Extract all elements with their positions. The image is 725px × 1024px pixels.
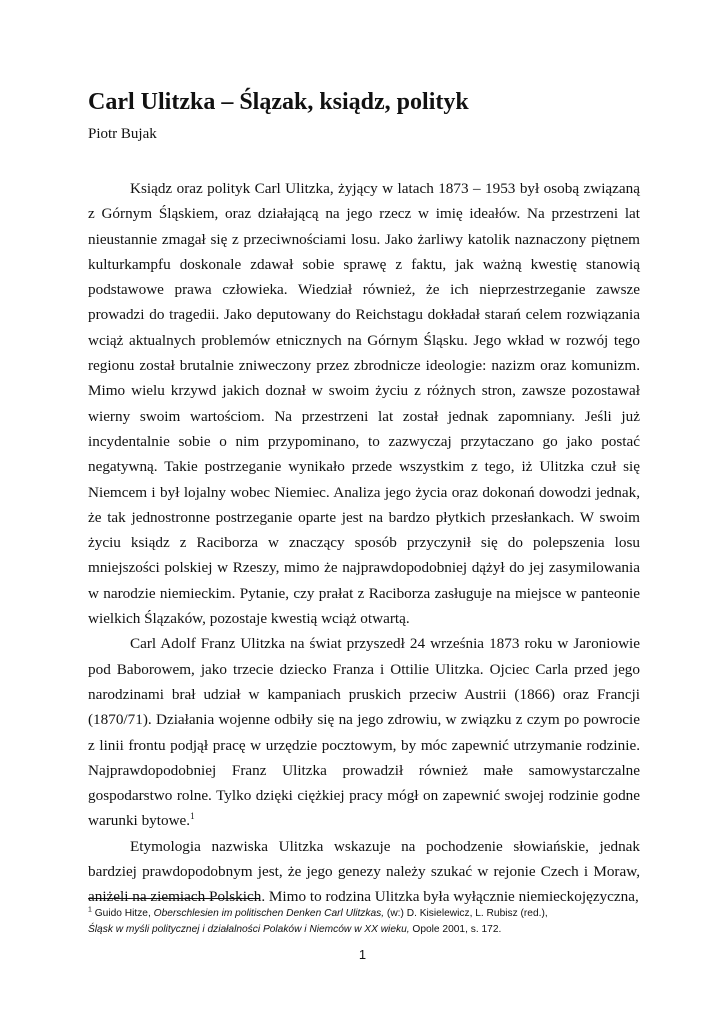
footnote-mid: (w:) D. Kisielewicz, L. Rubisz (red.), bbox=[384, 908, 548, 919]
footnote-reference[interactable]: 1 bbox=[190, 811, 195, 822]
paragraph-2-text: Carl Adolf Franz Ulitzka na świat przyszedł 24 września 1873 roku w Jaroniowie pod Baborowem, jako trzecie dziecko Franza i Ottilie Ulitzka. Ojciec Carla przed jego narodzinami brał udział w kampaniach pruskich przeciw Austrii (1866) oraz Francji (1870/71). Działania wojenne odbiły się na jego zdrowiu, w związku z czym po powrocie z linii frontu podjął pracę w urzędzie pocztowym, by móc zapewnić utrzymanie rodzinie. Najprawdopodobniej Franz Ulitzka prowadził również małe samowystarczalne gospodarstwo rolne. Tylko dzięki ciężkiej pracy mógł on zapewnić swojej rodzinie godne warunki bytowe. bbox=[88, 635, 640, 830]
author-name: Piotr Bujak bbox=[88, 126, 157, 142]
page-number: 1 bbox=[358, 947, 367, 962]
document-title: Carl Ulitzka – Ślązak, ksiądz, polityk bbox=[88, 89, 469, 115]
footnote-separator bbox=[88, 898, 260, 899]
footnote-title-2: Śląsk w myśli politycznej i działalności Polaków i Niemców w XX wieku, bbox=[88, 924, 410, 935]
paragraph-2 bbox=[88, 631, 640, 833]
body-text bbox=[88, 176, 640, 910]
paragraph-3: Etymologia nazwiska Ulitzka wskazuje na pochodzenie słowiańskie, jednak bardziej prawdopodobnym jest, że jego genezy należy szukać w rejonie Czech i Moraw, aniżeli na ziemiach Polskich. Mimo to rodzina Ulitzka była wyłącznie niemieckojęzyczna, bbox=[88, 837, 640, 906]
footnote-title-1: Oberschlesien im politischen Denken Carl Ulitzkas, bbox=[153, 908, 385, 919]
footnote-tail: Opole 2001, s. 172. bbox=[409, 924, 502, 935]
footnote-lead: Guido Hitze, bbox=[94, 908, 154, 919]
footnote-number: 1 bbox=[88, 906, 92, 914]
footnote bbox=[88, 906, 648, 938]
paragraph-1: Ksiądz oraz polityk Carl Ulitzka, żyjący w latach 1873 – 1953 był osobą związaną z Górnym Śląskiem, oraz działającą na jego rzecz w imię ideałów. Na przestrzeni lat nieustannie zmagał się z przeciwnościami losu. Jako żarliwy katolik naznaczony piętnem kulturkampfu doskonale zdawał sobie sprawę z faktu, jak ważną kwestię stanowią podstawowe prawa człowieka. Wiedział również, że ich nieprzestrzeganie zawsze prowadzi do tragedii. Jako deputowany do Reichstagu dokładał starań celem rozwiązania wciąż aktualnych problemów etnicznych na Górnym Śląsku. Jego wkład w rozwój tego regionu został brutalnie zniweczony przez zbrodnicze ideologie: nazizm oraz komunizm. Mimo wielu krzywd jakich doznał w swoim życiu z różnych stron, zawsze pozostawał wierny swoim wartościom. Na przestrzeni lat został jednak zapomniany. Jeśli już incydentalnie sobie o nim przypominano, to zazwyczaj przytaczano go jako postać negatywną. Takie postrzeganie wynikało przede wszystkim z tego, iż Ulitzka czuł się Niemcem i był lojalny wobec Niemiec. Analiza jego życia oraz dokonań dowodzi jednak, że tak jednostronne postrzeganie oparte jest na bardzo płytkich przesłankach. W swoim życiu ksiądz z Raciborza w znaczący sposób przyczynił się do polepszenia losu mniejszości polskiej w Rzeszy, mimo że najprawdopodobniej dążył do jej zasymilowania w narodzie niemieckim. Pytanie, czy prałat z Raciborza zasługuje na miejsce w panteonie wielkich Ślązaków, pozostaje kwestią wciąż otwartą. bbox=[88, 180, 640, 628]
